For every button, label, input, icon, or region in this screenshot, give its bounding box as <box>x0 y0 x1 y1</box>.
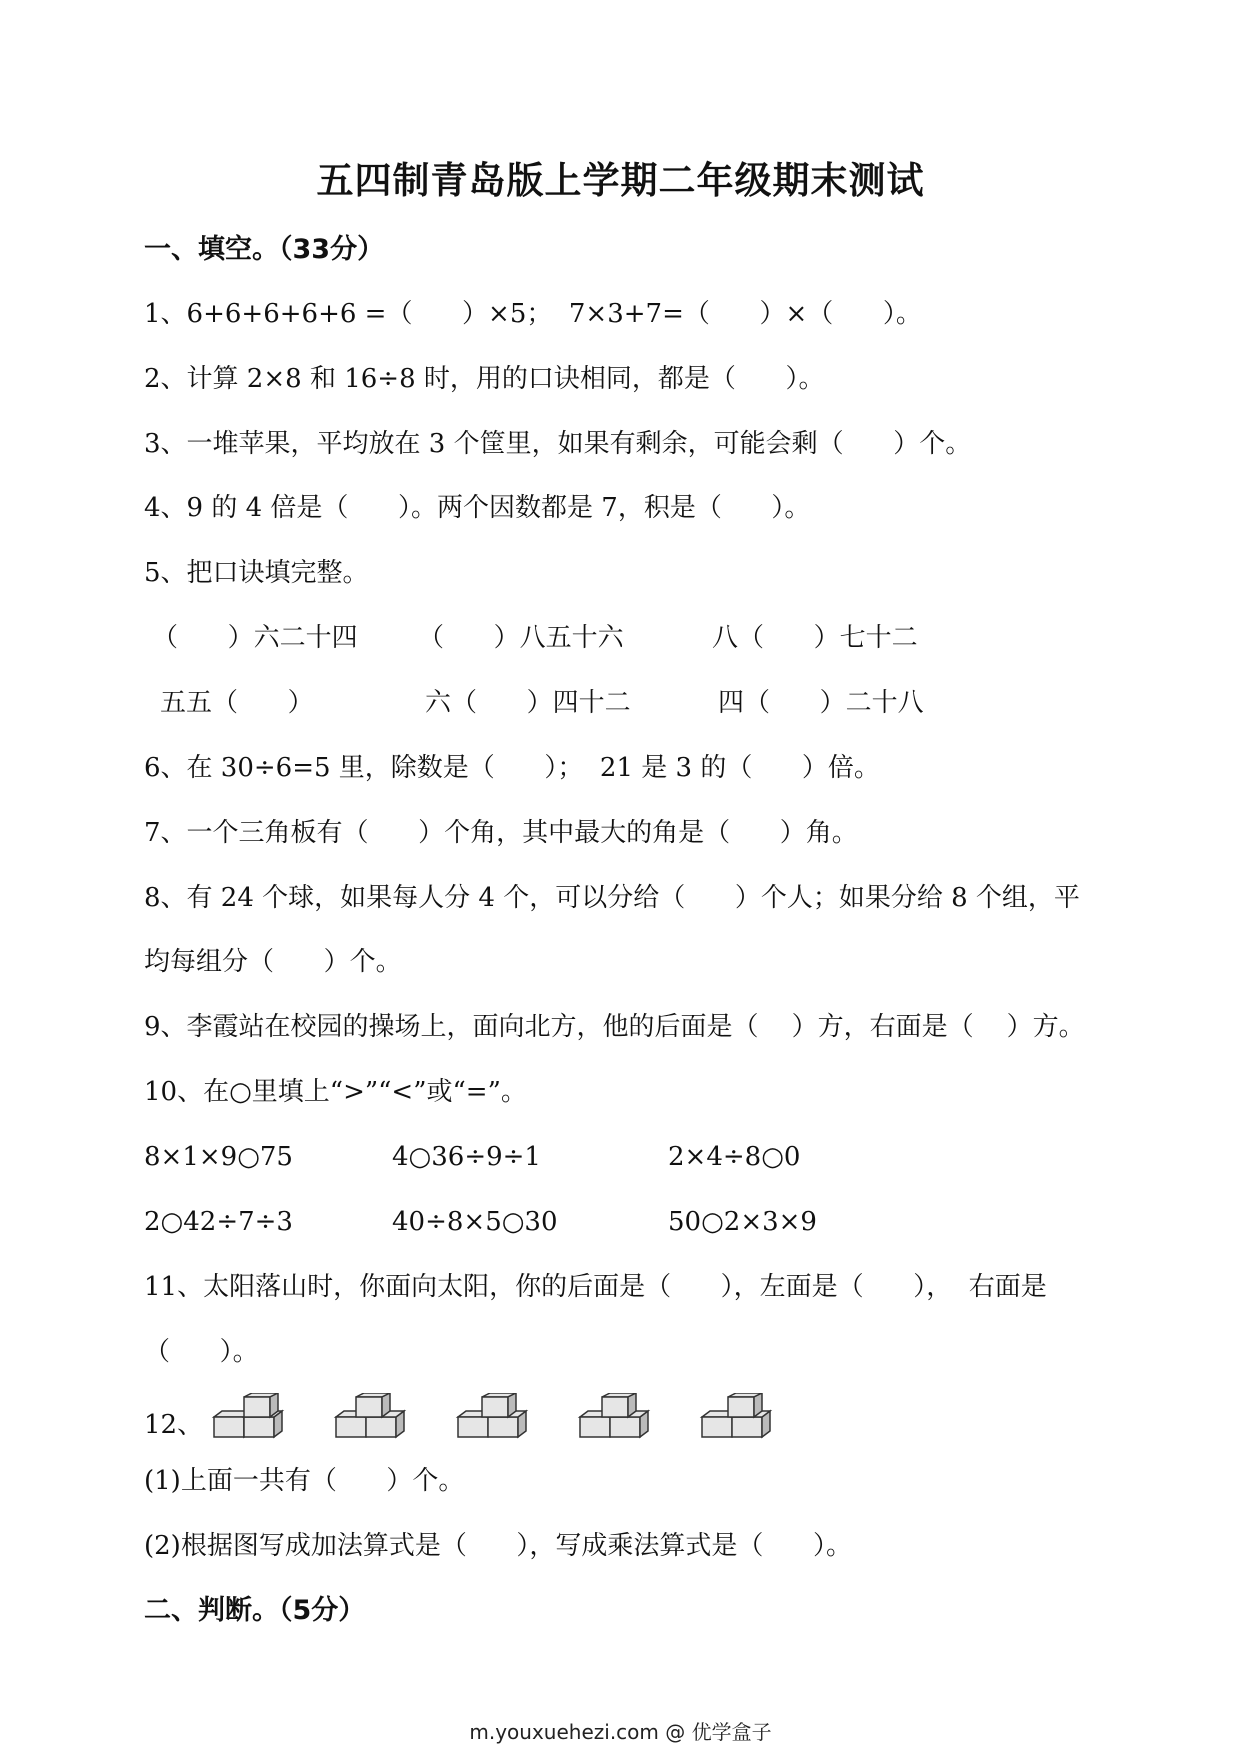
question-11-line-2: （ ）。 <box>144 1337 259 1367</box>
cube-group-figure <box>332 1393 418 1439</box>
question-6: 6、在 30÷6=5 里，除数是（ ）； 21 是 3 的（ ）倍。 <box>144 753 880 783</box>
cube-group-figure <box>698 1393 784 1439</box>
question-9: 9、李霞站在校园的操场上，面向北方，他的后面是（ ）方，右面是（ ）方。 <box>144 1012 1085 1042</box>
cube-group-figure <box>210 1393 296 1439</box>
question-4: 4、9 的 4 倍是（ ）。两个因数都是 7，积是（ ）。 <box>144 493 811 523</box>
question-3: 3、一堆苹果，平均放在 3 个筐里，如果有剩余，可能会剩（ ）个。 <box>144 429 972 459</box>
section-fill-heading: 一、填空。（33分） <box>144 234 385 265</box>
question-8-line-1: 8、有 24 个球，如果每人分 4 个，可以分给（ ）个人；如果分给 8 个组，平 <box>144 883 1080 913</box>
q10-item: 50○2×3×9 <box>668 1207 817 1237</box>
question-7: 7、一个三角板有（ ）个角，其中最大的角是（ ）角。 <box>144 818 858 848</box>
question-5: 5、把口诀填完整。 <box>144 558 369 588</box>
q5-item: 五五（ ） <box>160 688 314 718</box>
question-1: 1、6+6+6+6+6 =（ ）×5； 7×3+7=（ ）×（ ）。 <box>144 299 922 329</box>
q10-item: 4○36÷9÷1 <box>392 1142 541 1172</box>
cube-group-figure <box>454 1393 540 1439</box>
question-10: 10、在○里填上“>”“<”或“=”。 <box>144 1077 527 1107</box>
q10-item: 2×4÷8○0 <box>668 1142 801 1172</box>
cube-group-figure <box>576 1393 662 1439</box>
question-11-line-1: 11、太阳落山时，你面向太阳，你的后面是（ ），左面是（ ）， 右面是 <box>144 1272 1047 1302</box>
section-judge-heading: 二、判断。（5分） <box>144 1595 366 1626</box>
q5-item: 八（ ）七十二 <box>712 623 918 653</box>
q5-item: （ ）八五十六 <box>418 623 624 653</box>
q5-item: 六（ ）四十二 <box>425 688 631 718</box>
question-8-line-2: 均每组分（ ）个。 <box>144 947 402 977</box>
page-title: 五四制青岛版上学期二年级期末测试 <box>316 159 925 202</box>
question-12: 12、 <box>144 1410 204 1440</box>
q5-item: 四（ ）二十八 <box>718 688 924 718</box>
q10-item: 8×1×9○75 <box>144 1142 293 1172</box>
footer-watermark: m.youxuehezi.com @ 优学盒子 <box>469 1720 772 1744</box>
q5-item: （ ）六二十四 <box>152 623 358 653</box>
question-12-part-1: (1)上面一共有（ ）个。 <box>144 1466 465 1496</box>
question-2: 2、计算 2×8 和 16÷8 时，用的口诀相同，都是（ ）。 <box>144 364 825 394</box>
q10-item: 40÷8×5○30 <box>392 1207 558 1237</box>
question-12-part-2: (2)根据图写成加法算式是（ ），写成乘法算式是（ ）。 <box>144 1531 853 1561</box>
q10-item: 2○42÷7÷3 <box>144 1207 293 1237</box>
